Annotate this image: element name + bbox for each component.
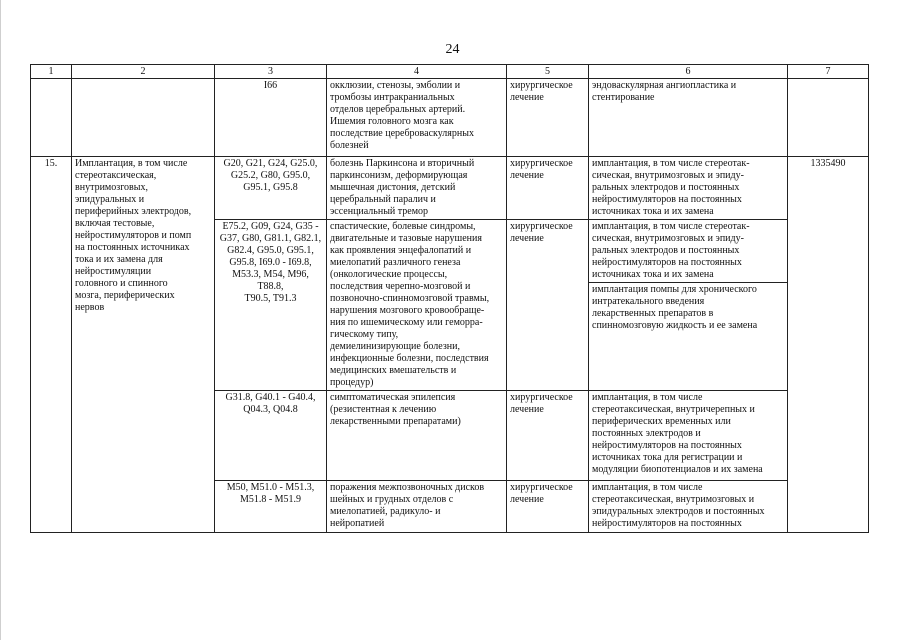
disease-cell: спастические, болевые синдромы, двигательные и тазовые нарушения как проявления энцефалопатий и миелопатий различного генеза (онкологические процессы, последствия черепно-мозговой и позвоночно-спинномозговой травмы, нарушения мозгового кровообраще- ния по ишемическому или геморра- гическому типу, демиелинизирующие болезни, инфекционные болезни, последствия медицинских вмешательств и процедур) [327,220,507,391]
col-header-3: 3 [215,65,327,79]
col-header-5: 5 [507,65,589,79]
treatment-method-cell: имплантация, в том числе стереотаксическая, внутримозговых и эпидуральных электродов и постоянных нейростимуляторов на постоянных [589,481,788,533]
col-header-4: 4 [327,65,507,79]
page-edge [0,0,1,640]
treatment-type-cell: хирургическое лечение [507,481,589,533]
table-row [31,157,869,220]
row-number-cell [31,79,72,157]
icd-codes-cell: M50, M51.0 - M51.3, M51.8 - M51.9 [215,481,327,533]
icd-codes-cell: G31.8, G40.1 - G40.4, Q04.3, Q04.8 [215,391,327,481]
header-row [31,65,869,79]
treatment-method-cell: имплантация, в том числе стереотак- сическая, внутримозговых и эпиду- ральных электродов и постоянных нейростимуляторов на постоянных источниках тока и их замена [589,220,788,283]
col-header-7: 7 [788,65,869,79]
treatment-type-cell: хирургическое лечение [507,391,589,481]
row-number-cell: 15. [31,157,72,533]
page-number: 24 [445,42,460,57]
disease-cell: окклюзии, стенозы, эмболии и тромбозы интракраниальных отделов церебральных артерий. Ишемия головного мозга как последствие цереброваскулярных болезней [327,79,507,157]
treatment-method-cell: имплантация помпы для хронического интратекального введения лекарственных препаратов в спинномозговую жидкость и ее замена [589,283,788,391]
procedure-name-cell: Имплантация, в том числе стереотаксическая, внутримозговых, эпидуральных и периферийных электродов, включая тестовые, нейростимуляторов и помп на постоянных источниках тока и их замена для нейростимуляции головного и спинного мозга, периферических нервов [72,157,215,533]
treatment-method-cell: имплантация, в том числе стереотаксическая, внутричерепных и периферических временных или постоянных электродов и нейростимуляторов на постоянных источниках тока для регистрации и модуляции биопотенциалов и их замена [589,391,788,481]
treatment-method-cell: эндоваскулярная ангиопластика и стентирование [589,79,788,157]
treatment-table [30,64,869,533]
treatment-type-cell: хирургическое лечение [507,220,589,391]
cost-cell [788,79,869,157]
treatment-type-cell: хирургическое лечение [507,79,589,157]
icd-codes-cell: E75.2, G09, G24, G35 - G37, G80, G81.1, G82.1, G82.4, G95.0, G95.1, G95.8, I69.0 - I69.8, M53.3, M54, M96, T88.8, T90.5, T91.3 [215,220,327,391]
icd-codes-cell: I66 [215,79,327,157]
disease-cell: поражения межпозвоночных дисков шейных и грудных отделов с миелопатией, радикуло- и нейропатией [327,481,507,533]
disease-cell: болезнь Паркинсона и вторичный паркинсонизм, деформирующая мышечная дистония, детский церебральный паралич и эссенциальный тремор [327,157,507,220]
treatment-type-cell: хирургическое лечение [507,157,589,220]
table-row [31,79,869,157]
col-header-1: 1 [31,65,72,79]
treatment-method-cell: имплантация, в том числе стереотак- сическая, внутримозговых и эпиду- ральных электродов и постоянных нейростимуляторов на постоянных источниках тока и их замена [589,157,788,220]
col-header-6: 6 [589,65,788,79]
disease-cell: симптоматическая эпилепсия (резистентная к лечению лекарственными препаратами) [327,391,507,481]
col-header-2: 2 [72,65,215,79]
cost-cell: 1335490 [788,157,869,533]
procedure-name-cell [72,79,215,157]
icd-codes-cell: G20, G21, G24, G25.0, G25.2, G80, G95.0, G95.1, G95.8 [215,157,327,220]
